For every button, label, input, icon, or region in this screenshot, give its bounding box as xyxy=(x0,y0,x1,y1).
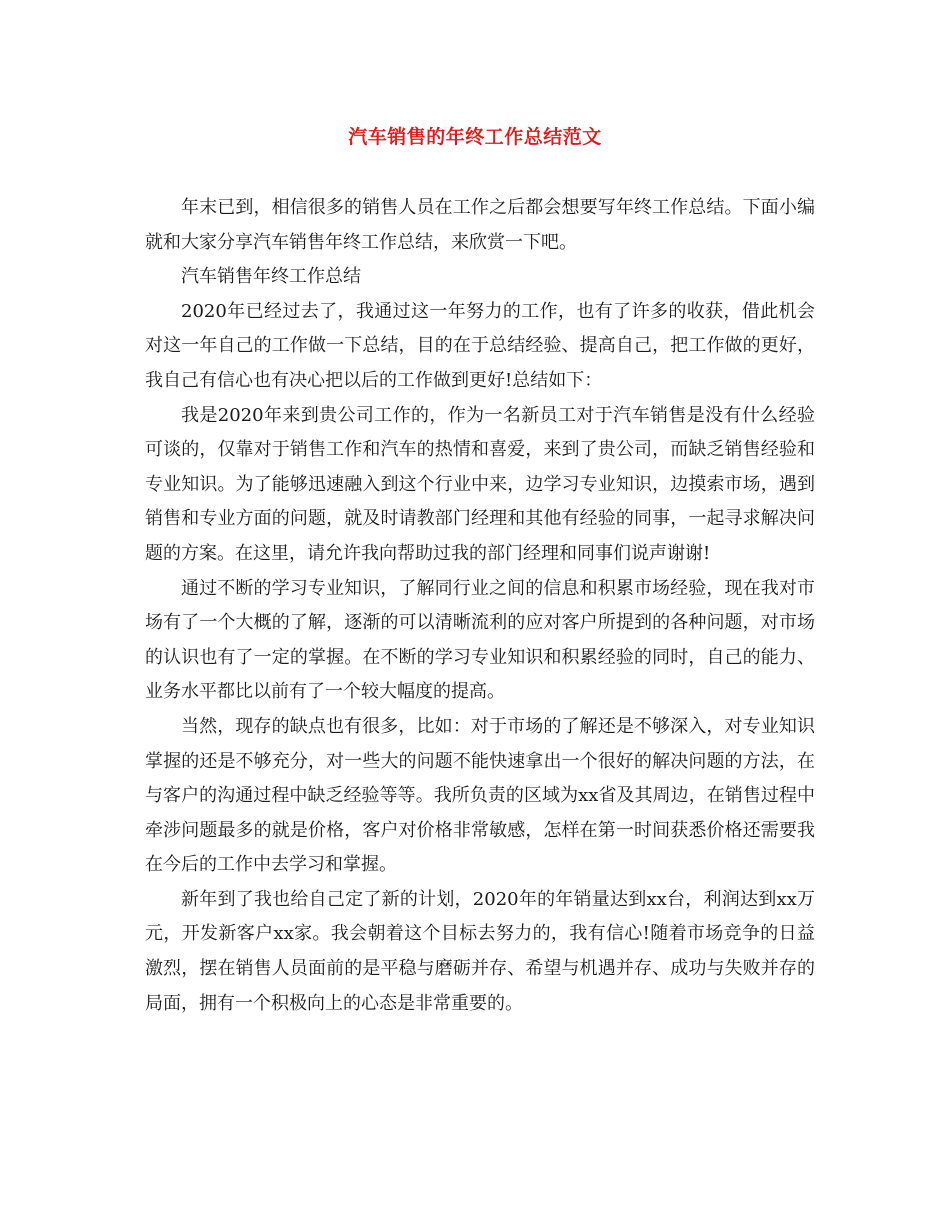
paragraph-intro: 年末已到，相信很多的销售人员在工作之后都会想要写年终工作总结。下面小编就和大家分享汽车销售年终工作总结，来欣赏一下吧。 xyxy=(145,197,815,253)
paragraph-learning: 通过不断的学习专业知识，了解同行业之间的信息和积累市场经验，现在我对市场有了一个大概的了解，逐渐的可以清晰流利的应对客户所提到的各种问题，对市场的认识也有了一定的掌握。在不断的学习专业知识和积累经验的同时，自己的能力、业务水平都比以前有了一个较大幅度的提高。 xyxy=(145,577,815,703)
paragraph-shortcomings: 当然，现存的缺点也有很多，比如：对于市场的了解还是不够深入，对专业知识掌握的还是不够充分，对一些大的问题不能快速拿出一个很好的解决问题的方法，在与客户的沟通过程中缺乏经验等等。我所负责的区域为xx省及其周边，在销售过程中牵涉问题最多的就是价格，客户对价格非常敏感，怎样在第一时间获悉价格还需要我在今后的工作中去学习和掌握。 xyxy=(145,715,815,876)
paragraph-subtitle: 汽车销售年终工作总结 xyxy=(181,266,361,288)
paragraph-plan: 新年到了我也给自己定了新的计划，2020年的年销量达到xx台，利润达到xx万元，开发新客户xx家。我会朝着这个目标去努力的，我有信心!随着市场竞争的日益激烈，摆在销售人员面前的是平稳与磨砺并存、希望与机遇并存、成功与失败并存的局面，拥有一个积极向上的心态是非常重要的。 xyxy=(145,888,815,1014)
document-body xyxy=(145,191,815,1021)
document-title: 汽车销售的年终工作总结范文 xyxy=(348,126,602,148)
paragraph-opening: 2020年已经过去了，我通过这一年努力的工作，也有了许多的收获，借此机会对这一年自己的工作做一下总结，目的在于总结经验、提高自己，把工作做的更好，我自己有信心也有决心把以后的工作做到更好!总结如下： xyxy=(145,300,815,391)
paragraph-experience: 我是2020年来到贵公司工作的，作为一名新员工对于汽车销售是没有什么经验可谈的，仅靠对于销售工作和汽车的热情和喜爱，来到了贵公司，而缺乏销售经验和专业知识。为了能够迅速融入到这个行业中来，边学习专业知识，边摸索市场，遇到销售和专业方面的问题，就及时请教部门经理和其他有经验的同事，一起寻求解决问题的方案。在这里，请允许我向帮助过我的部门经理和同事们说声谢谢! xyxy=(145,404,815,564)
